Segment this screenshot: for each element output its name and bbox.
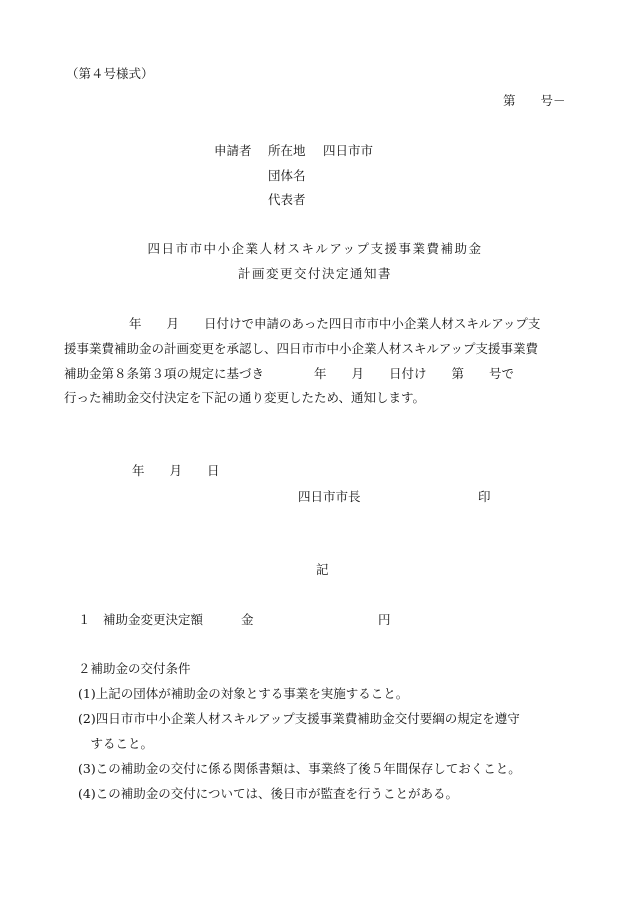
applicant-label: 申請者 <box>214 143 252 158</box>
organization-label: 団体名 <box>268 168 306 183</box>
condition-item: (4)この補助金の交付については、後日市が監査を行うことがある。 <box>78 786 458 801</box>
item-1-kin: 金 <box>241 612 254 627</box>
body-line-3: 補助金第８条第３項の規定に基づき 年 月 日付け 第 号で <box>64 366 515 381</box>
body-line-2: 援事業費補助金の計画変更を承認し、四日市市中小企業人材スキルアップ支援事業費 <box>64 341 539 356</box>
seal-mark: 印 <box>478 489 491 504</box>
form-label: （第４号様式） <box>66 66 154 81</box>
body-line-1: 年 月 日付けで申請のあった四日市市中小企業人材スキルアップ支 <box>104 316 541 331</box>
address-label: 所在地 <box>268 143 306 158</box>
address-value: 四日市市 <box>323 143 374 158</box>
representative-label: 代表者 <box>268 192 306 207</box>
condition-item: (1)上記の団体が補助金の対象とする事業を実施すること。 <box>78 686 409 701</box>
item-1-label: １ 補助金変更決定額 <box>78 612 204 627</box>
condition-item-continuation: すること。 <box>78 736 154 751</box>
document-number: 第 号－ <box>503 93 566 108</box>
title-line-1: 四日市市中小企業人材スキルアップ支援事業費補助金 <box>147 241 483 256</box>
condition-item: (3)この補助金の交付に係る関係書類は、事業終了後５年間保存しておくこと。 <box>78 761 521 776</box>
item-1-yen: 円 <box>378 612 391 627</box>
issuer-name: 四日市市長 <box>298 489 361 504</box>
title-line-2: 計画変更交付決定通知書 <box>237 266 392 281</box>
ki-heading: 記 <box>316 562 329 577</box>
body-line-4: 行った補助金交付決定を下記の通り変更したため、通知します。 <box>64 390 426 405</box>
condition-item: (2)四日市市中小企業人材スキルアップ支援事業費補助金交付要綱の規定を遵守 <box>78 711 520 726</box>
issue-date: 年 月 日 <box>132 463 220 478</box>
conditions-heading: ２補助金の交付条件 <box>78 661 191 676</box>
